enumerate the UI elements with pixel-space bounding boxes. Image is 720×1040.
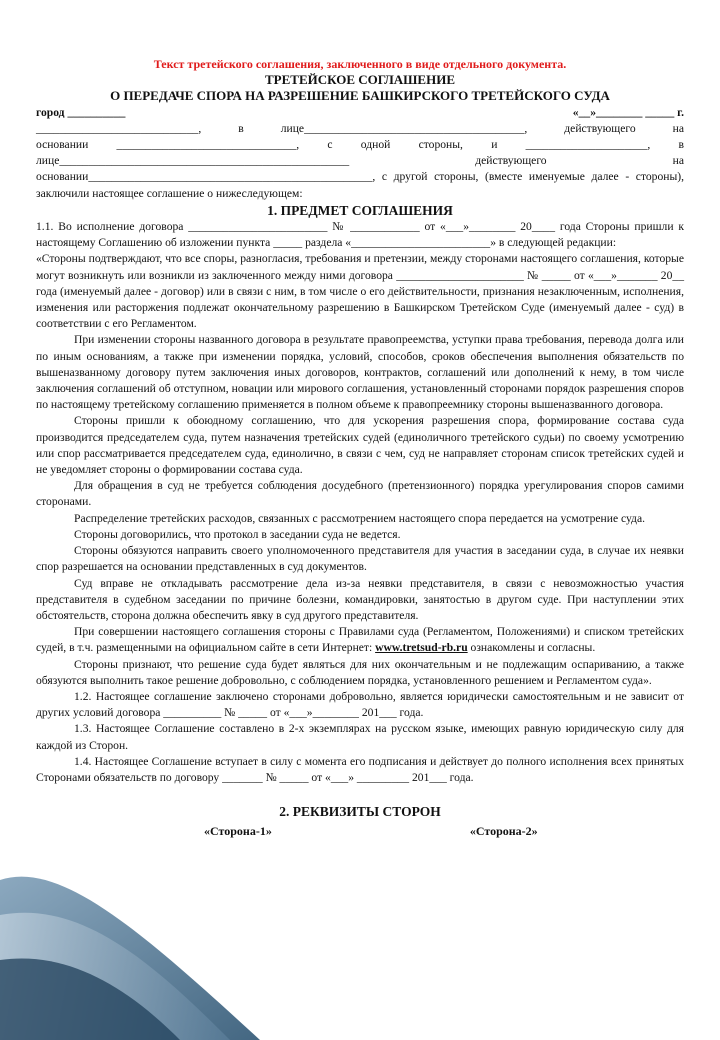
document-note: Текст третейского соглашения, заключенного в виде отдельного документа. bbox=[153, 57, 567, 71]
rules-text: При совершении настоящего соглашения стороны с Правилами суда (Регламентом, Положениями) и списком третейских судей, в т.ч. размещенными на официальном сайте в сети Интернет: bbox=[36, 625, 684, 655]
paragraph-pretrial: Для обращения в суд не требуется соблюдения досудебного (претензионного) порядка урегулирования споров самими сторонами. bbox=[36, 479, 684, 509]
intro-line-4: основании_________________________________________________, с другой стороны, (вместе именуемые далее - стороны), заключили настоящее соглашение о нижеследующем: bbox=[36, 170, 684, 200]
website-link[interactable]: www.tretsud-rb.ru bbox=[375, 641, 468, 655]
rules-text-end: ознакомлены и согласны. bbox=[467, 641, 596, 655]
paragraph-postponement: Суд вправе не откладывать рассмотрение дела из-за неявки представителя, в связи с невозможностью участия представителя в судебном заседании по причине болезни, командировки, занятостью в другом суде. При наступлении этих обстоятельств, сторона должна обеспечить явку в суд другого представителя. bbox=[36, 576, 684, 622]
clause-1-3: 1.3. Настоящее Соглашение составлено в 2-х экземплярах на русском языке, имеющих равную юридическую силу для каждой из Сторон. bbox=[36, 722, 684, 752]
clause-1-4: 1.4. Настоящее Соглашение вступает в силу с момента его подписания и действует до полного исполнения всех принятых Сторонами обязательств по договору _______ № _____ от «___» _________ 201___ года. bbox=[36, 754, 684, 784]
clause-1-2: 1.2. Настоящее соглашение заключено сторонами добровольно, является юридически самостоятельным и не зависит от других условий договора __________ № _____ от «___»________ 201___ года. bbox=[36, 689, 684, 720]
paragraph-protocol: Стороны договорились, что протокол в заседании суда не ведется. bbox=[74, 527, 401, 541]
document-title: ТРЕТЕЙСКОЕ СОГЛАШЕНИЕ bbox=[265, 72, 455, 88]
paragraph-succession: При изменении стороны названного договора в результате правопреемства, уступки права требования, перевода долга или по иным основаниям, а также при изменении порядка, условий, способов, сроков обеспечения выполнения обязательств по вышеназванному договору путем заключения иных договоров, контрактов, соглашений или дополнений к нему, в том числе заключения соглашений об отступном, новации или мирового соглашения, установленный сторонами порядок разрешения споров по настоящему третейскому соглашению применяется в полном объеме к правопреемнику стороны вышеназванного договора. bbox=[36, 333, 684, 412]
intro-line-3: лице__________________________________________________ действующего на bbox=[36, 154, 684, 168]
paragraph-rules bbox=[36, 624, 684, 656]
corner-decoration bbox=[0, 820, 720, 1040]
party-2-label: «Сторона-2» bbox=[469, 824, 538, 839]
date-field: «__»________ _____ г. bbox=[572, 105, 684, 119]
clause-1-1: 1.1. Во исполнение договора ________________________ № ____________ от «___»________ 20____ года Стороны пришли к настоящему Соглашению об изложении пункта _____ раздела «________________________» в следующей редакции: bbox=[36, 220, 684, 250]
party-1-label: «Сторона-1» bbox=[204, 824, 272, 839]
document-page bbox=[36, 56, 684, 840]
city-field: город __________ bbox=[36, 105, 126, 119]
intro-line-1: ____________________________, в лице______________________________________, действующего на bbox=[36, 121, 684, 135]
section-1-heading: 1. ПРЕДМЕТ СОГЛАШЕНИЯ bbox=[267, 202, 453, 218]
paragraph-representative: Стороны обязуются направить своего уполномоченного представителя для участия в заседании суда, в случае их неявки спор разрешается на основании представленных в суд документов. bbox=[36, 544, 684, 574]
intro-line-2: основании _______________________________, с одной стороны, и _____________________, в bbox=[36, 138, 684, 152]
clause-quote: «Стороны подтверждают, что все споры, разногласия, требования и претензии, между сторонами настоящего соглашения, которые могут возникнуть или возникли из заключенного между ними договора ______________________ № _____ от «___»_______ 20__ года (именуемый далее - договор) или в связи с ним, в том числе о его действительности, признания незаключенным, исполнения, изменения или расторжения подлежат окончательному разрешению в Башкирском Третейском Суде (именуемый далее - суд) в соответствии с его Регламентом. bbox=[36, 252, 684, 331]
paragraph-final-decision: Стороны признают, что решение суда будет являться для них окончательным и не подлежащим оспариванию, а также обязуются выполнить такое решение добровольно, с соблюдением порядка, установленного решением и Регламентом суда». bbox=[36, 657, 684, 687]
paragraph-expenses: Распределение третейских расходов, связанных с рассмотрением настоящего спора передается на усмотрение суда. bbox=[74, 511, 645, 525]
section-2-heading: 2. РЕКВИЗИТЫ СТОРОН bbox=[279, 804, 441, 820]
document-subtitle: О ПЕРЕДАЧЕ СПОРА НА РАЗРЕШЕНИЕ БАШКИРСКОГО ТРЕТЕЙСКОГО СУДА bbox=[110, 88, 610, 104]
city-date-row bbox=[36, 105, 684, 121]
paragraph-court-composition: Стороны пришли к обоюдному соглашению, что для ускорения разрешения спора, формирование состава суда производится председателем суда, путем назначения третейских судей (единоличного третейского судьи) по своему усмотрению или спор рассматривается председателем суда, единолично, в связи с чем, суд не направляет сторонам список третейских судей и не уведомляет стороны о формировании состава суда. bbox=[36, 414, 684, 477]
parties-row bbox=[36, 823, 684, 839]
